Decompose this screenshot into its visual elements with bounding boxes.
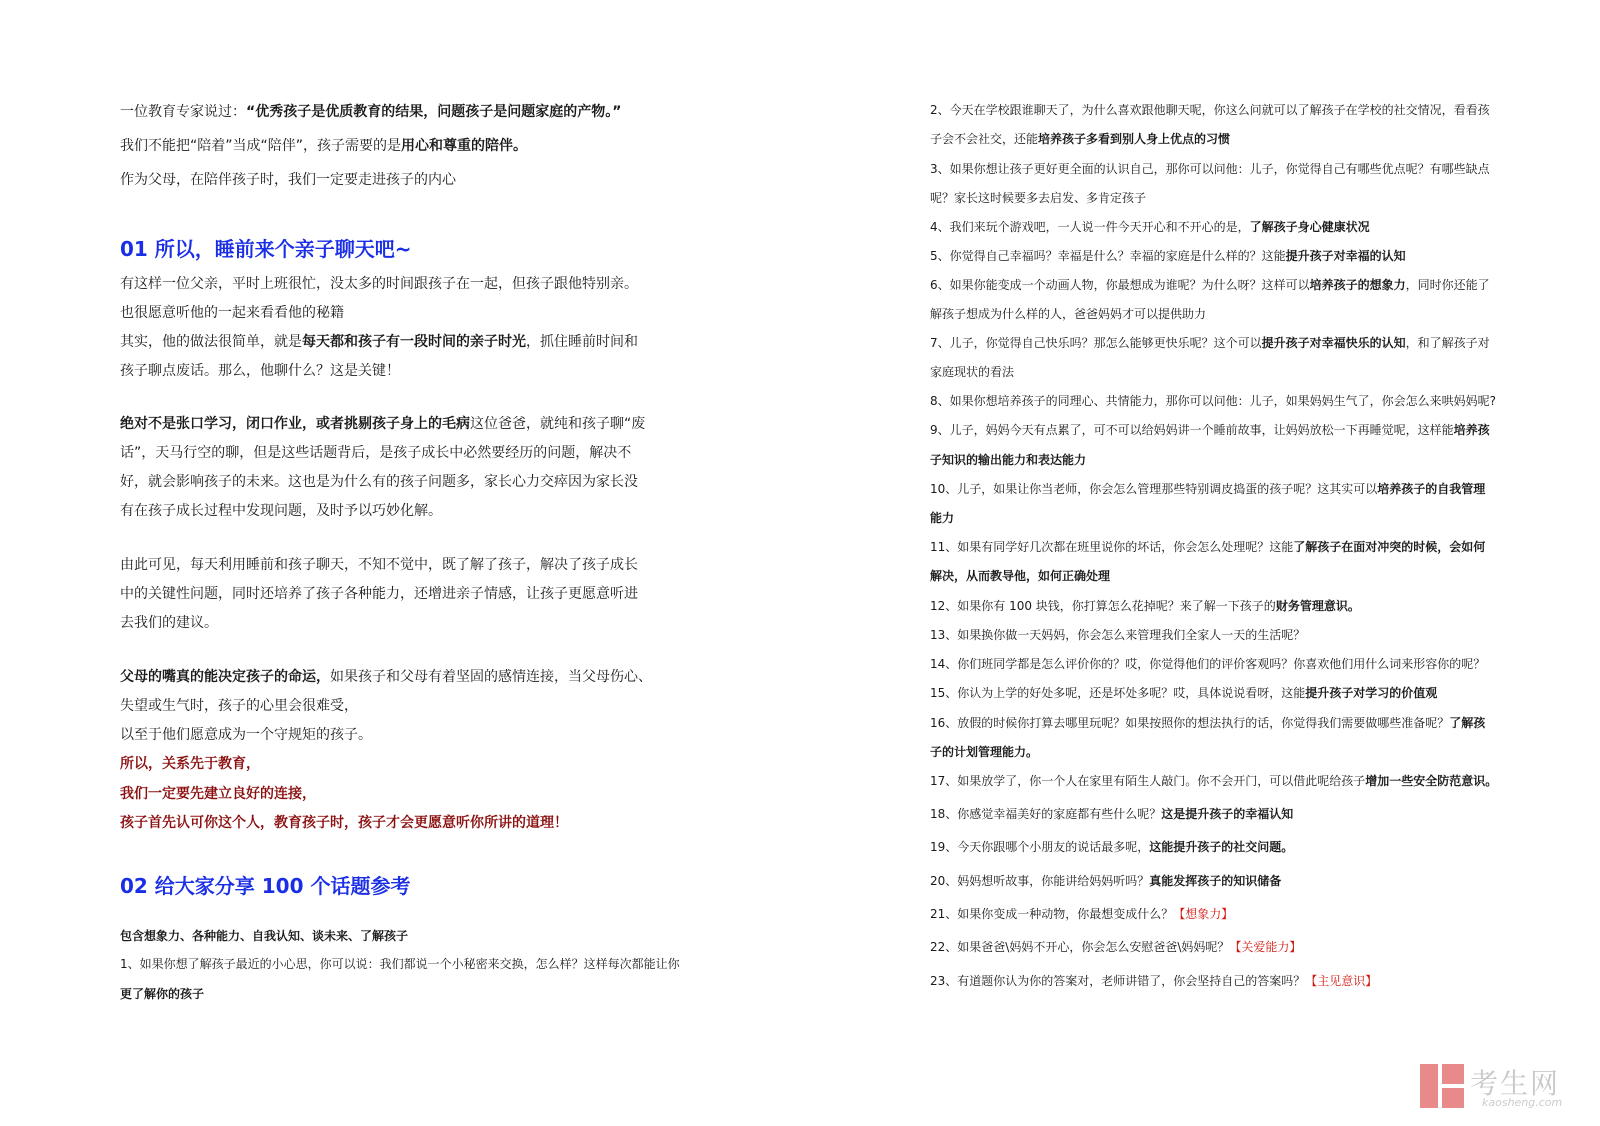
para1-line-1: 有这样一位父亲，平时上班很忙，没太多的时间跟孩子在一起，但孩子跟他特别亲。 bbox=[120, 276, 638, 292]
para3-line-1: 由此可见，每天利用睡前和孩子聊天，不知不觉中，既了解了孩子，解决了孩子成长 bbox=[120, 557, 638, 573]
topic-emphasis: 增加一些安全防范意识。 bbox=[1365, 774, 1498, 788]
para2-line-1: 绝对不是张口学习，闭口作业，或者挑剔孩子身上的毛病这位爸爸，就纯和孩子聊“废 bbox=[120, 416, 646, 432]
section-heading-02: 02 给大家分享 100 个话题参考 bbox=[120, 874, 411, 898]
topic-tag: 【关爱能力】 bbox=[1229, 940, 1302, 954]
logo-block-bottom-right bbox=[1442, 1088, 1464, 1108]
topic-text: 4、我们来玩个游戏吧，一人说一件今天开心和不开心的是， bbox=[930, 220, 1250, 234]
watermark-name: 考生网 bbox=[1470, 1067, 1561, 1100]
topic-line bbox=[930, 714, 1485, 731]
topic-emphasis: 了解孩子在面对冲突的时候，会如何 bbox=[1293, 540, 1486, 554]
topic-text: 23、有道题你认为你的答案对，老师讲错了，你会坚持自己的答案吗？ bbox=[930, 974, 1306, 988]
logo-block-top-right bbox=[1442, 1064, 1464, 1084]
watermark-url: kaosheng.com bbox=[1482, 1096, 1563, 1109]
topic-line bbox=[930, 218, 1370, 235]
topic-text: 21、如果你变成一种动物，你最想变成什么？ bbox=[930, 907, 1174, 921]
topic-line bbox=[930, 838, 1293, 855]
topic-emphasis: 能力 bbox=[930, 511, 955, 525]
topic-line bbox=[930, 655, 1485, 672]
topic-line bbox=[930, 626, 1305, 643]
topic-text: 呢？家长这时候要多去启发、多肯定孩子 bbox=[930, 191, 1147, 205]
topic-1-line-1: 1、如果你想了解孩子最近的小心思，你可以说：我们都说一个小秘密来交换，怎么样？这样每次都能让你 bbox=[120, 957, 680, 971]
section-heading-01: 01 所以，睡前来个亲子聊天吧~ bbox=[120, 237, 412, 261]
red-line-3: 孩子首先认可你这个人，教育孩子时，孩子才会更愿意听你所讲的道理！ bbox=[120, 815, 568, 831]
topic-emphasis: 提升孩子对幸福的认知 bbox=[1285, 249, 1406, 263]
topic-emphasis: 了解孩 bbox=[1449, 716, 1486, 730]
para1-line-3: 其实，他的做法很简单，就是每天都和孩子有一段时间的亲子时光，抓住睡前时间和 bbox=[120, 334, 638, 350]
topic-text: 9、儿子，妈妈今天有点累了，可不可以给妈妈讲一个睡前故事，让妈妈放松一下再睡觉呢，这样能 bbox=[930, 423, 1454, 437]
para2-line-2: 话”，天马行空的聊，但是这些话题背后，是孩子成长中必然要经历的问题，解决不 bbox=[120, 445, 632, 461]
topic-text: 5、你觉得自己幸福吗？幸福是什么？幸福的家庭是什么样的？这能 bbox=[930, 249, 1286, 263]
para4-line-2: 失望或生气时，孩子的心里会很难受， bbox=[120, 698, 358, 714]
topic-tag: 【主见意识】 bbox=[1305, 974, 1378, 988]
para3-line-2: 中的关键性问题，同时还培养了孩子各种能力，还增进亲子情感，让孩子更愿意听进 bbox=[120, 586, 638, 602]
topic-line bbox=[930, 684, 1437, 701]
topic-line bbox=[930, 480, 1485, 497]
topic-line bbox=[930, 805, 1293, 822]
topic-line bbox=[930, 872, 1281, 889]
topic-emphasis: 提升孩子对幸福快乐的认知 bbox=[1261, 336, 1406, 350]
red-line-1: 所以，关系先于教育， bbox=[120, 756, 260, 772]
topic-text: 11、如果有同学好几次都在班里说你的坏话，你会怎么处理呢？这能 bbox=[930, 540, 1294, 554]
intro-line-1: 一位教育专家说过：“优秀孩子是优质教育的结果，问题孩子是问题家庭的产物。” bbox=[120, 104, 622, 120]
topic-line bbox=[930, 538, 1485, 555]
tagged-topic-line bbox=[930, 905, 1233, 922]
topic-emphasis: 培养孩子的自我管理 bbox=[1377, 482, 1486, 496]
topic-emphasis: 这是提升孩子的幸福认知 bbox=[1161, 807, 1294, 821]
topic-text: 20、妈妈想听故事，你能讲给妈妈听吗？ bbox=[930, 874, 1150, 888]
topic-text: 19、今天你跟哪个小朋友的说话最多呢， bbox=[930, 840, 1150, 854]
topic-text: 8、如果你想培养孩子的同理心、共情能力，那你可以问他：儿子，如果妈妈生气了，你会怎么来哄妈妈呢? bbox=[930, 394, 1497, 408]
topic-emphasis: 财务管理意识。 bbox=[1275, 599, 1360, 613]
topic-line bbox=[930, 743, 1038, 760]
topic-line bbox=[930, 334, 1490, 351]
topic-line bbox=[930, 597, 1360, 614]
topic-line bbox=[930, 421, 1490, 438]
para4-line-1: 父母的嘴真的能决定孩子的命运，如果孩子和父母有着坚固的感情连接，当父母伤心、 bbox=[120, 669, 652, 685]
topic-text: 10、儿子，如果让你当老师，你会怎么管理那些特别调皮捣蛋的孩子呢？这其实可以 bbox=[930, 482, 1378, 496]
topic-line bbox=[930, 160, 1490, 177]
topic-text: 子会不会社交，还能 bbox=[930, 132, 1039, 146]
watermark bbox=[1420, 1062, 1580, 1114]
topic-emphasis: 这能提升孩子的社交问题。 bbox=[1149, 840, 1294, 854]
topic-emphasis: 子知识的输出能力和表达能力 bbox=[930, 453, 1087, 467]
topic-1-line-2: 更了解你的孩子 bbox=[120, 987, 205, 1001]
topic-line bbox=[930, 247, 1406, 264]
topic-text: 17、如果放学了，你一个人在家里有陌生人敲门。你不会开门，可以借此呢给孩子 bbox=[930, 774, 1366, 788]
topic-emphasis: 解决，从而教导他，如何正确处理 bbox=[930, 569, 1111, 583]
topic-line bbox=[930, 772, 1497, 789]
topic-categories: 包含想象力、各种能力、自我认知、谈未来、了解孩子 bbox=[120, 929, 409, 943]
topic-text: 14、你们班同学都是怎么评价你的？哎，你觉得他们的评价客观吗？你喜欢他们用什么词来形容你的呢？ bbox=[930, 657, 1486, 671]
topic-text: 15、你认为上学的好处多呢，还是坏处多呢？哎，具体说说看呀，这能 bbox=[930, 686, 1306, 700]
topic-line bbox=[930, 189, 1146, 206]
intro-line-2: 我们不能把“陪着”当成“陪伴”，孩子需要的是用心和尊重的陪伴。 bbox=[120, 138, 528, 154]
para4-line-3: 以至于他们愿意成为一个守规矩的孩子。 bbox=[120, 727, 372, 743]
topic-line bbox=[930, 451, 1086, 468]
para1-line-4: 孩子聊点废话。那么，他聊什么？这是关键！ bbox=[120, 363, 400, 379]
red-line-2: 我们一定要先建立良好的连接， bbox=[120, 786, 316, 802]
topic-text: 7、儿子，你觉得自己快乐吗？那怎么能够更快乐呢？这个可以 bbox=[930, 336, 1262, 350]
para1-line-2: 也很愿意听他的一起来看看他的秘籍 bbox=[120, 305, 344, 321]
topic-text: 家庭现状的看法 bbox=[930, 365, 1015, 379]
para2-line-3: 好，就会影响孩子的未来。这也是为什么有的孩子问题多，家长心力交瘁因为家长没 bbox=[120, 474, 638, 490]
kaosheng-logo-icon bbox=[1420, 1064, 1464, 1108]
topic-text: 3、如果你想让孩子更好更全面的认识自己，那你可以问他：儿子，你觉得自己有哪些优点呢？有哪些缺点 bbox=[930, 162, 1490, 176]
topic-line bbox=[930, 509, 954, 526]
para3-line-3: 去我们的建议。 bbox=[120, 615, 218, 631]
topic-text: 18、你感觉幸福美好的家庭都有些什么呢？ bbox=[930, 807, 1162, 821]
topic-line bbox=[930, 305, 1206, 322]
tagged-topic-line bbox=[930, 938, 1301, 955]
intro-line-3: 作为父母，在陪伴孩子时，我们一定要走进孩子的内心 bbox=[120, 172, 456, 188]
topic-line bbox=[930, 392, 1496, 409]
topic-tag: 【想象力】 bbox=[1173, 907, 1234, 921]
topic-text: 22、如果爸爸\妈妈不开心，你会怎么安慰爸爸\妈妈呢？ bbox=[930, 940, 1230, 954]
topic-line bbox=[930, 130, 1230, 147]
topic-line bbox=[930, 276, 1490, 293]
topic-text: ，和了解孩子对 bbox=[1405, 336, 1490, 350]
para2-line-4: 有在孩子成长过程中发现问题，及时予以巧妙化解。 bbox=[120, 503, 442, 519]
topic-emphasis: 培养孩子的想象力 bbox=[1309, 278, 1406, 292]
topic-text: 13、如果换你做一天妈妈，你会怎么来管理我们全家人一天的生活呢？ bbox=[930, 628, 1306, 642]
topic-line bbox=[930, 101, 1490, 118]
topic-text: 2、今天在学校跟谁聊天了，为什么喜欢跟他聊天呢，你这么问就可以了解孩子在学校的社交情况，看看孩 bbox=[930, 103, 1490, 117]
topic-line bbox=[930, 363, 1014, 380]
topic-text: ，同时你还能了 bbox=[1405, 278, 1490, 292]
topic-emphasis: 子的计划管理能力。 bbox=[930, 745, 1039, 759]
topic-text: 12、如果你有 100 块钱，你打算怎么花掉呢？来了解一下孩子的 bbox=[930, 599, 1276, 613]
logo-block-left bbox=[1420, 1064, 1438, 1108]
topic-text: 6、如果你能变成一个动画人物，你最想成为谁呢？为什么呀？这样可以 bbox=[930, 278, 1310, 292]
topic-line bbox=[930, 567, 1110, 584]
topic-text: 解孩子想成为什么样的人，爸爸妈妈才可以提供助力 bbox=[930, 307, 1207, 321]
topic-emphasis: 了解孩子身心健康状况 bbox=[1249, 220, 1370, 234]
topic-emphasis: 提升孩子对学习的价值观 bbox=[1305, 686, 1438, 700]
topic-emphasis: 培养孩子多看到别人身上优点的习惯 bbox=[1038, 132, 1231, 146]
topic-emphasis: 培养孩 bbox=[1453, 423, 1490, 437]
topic-emphasis: 真能发挥孩子的知识储备 bbox=[1149, 874, 1282, 888]
tagged-topic-line bbox=[930, 972, 1377, 989]
topic-text: 16、放假的时候你打算去哪里玩呢？如果按照你的想法执行的话，你觉得我们需要做哪些准备呢？ bbox=[930, 716, 1450, 730]
